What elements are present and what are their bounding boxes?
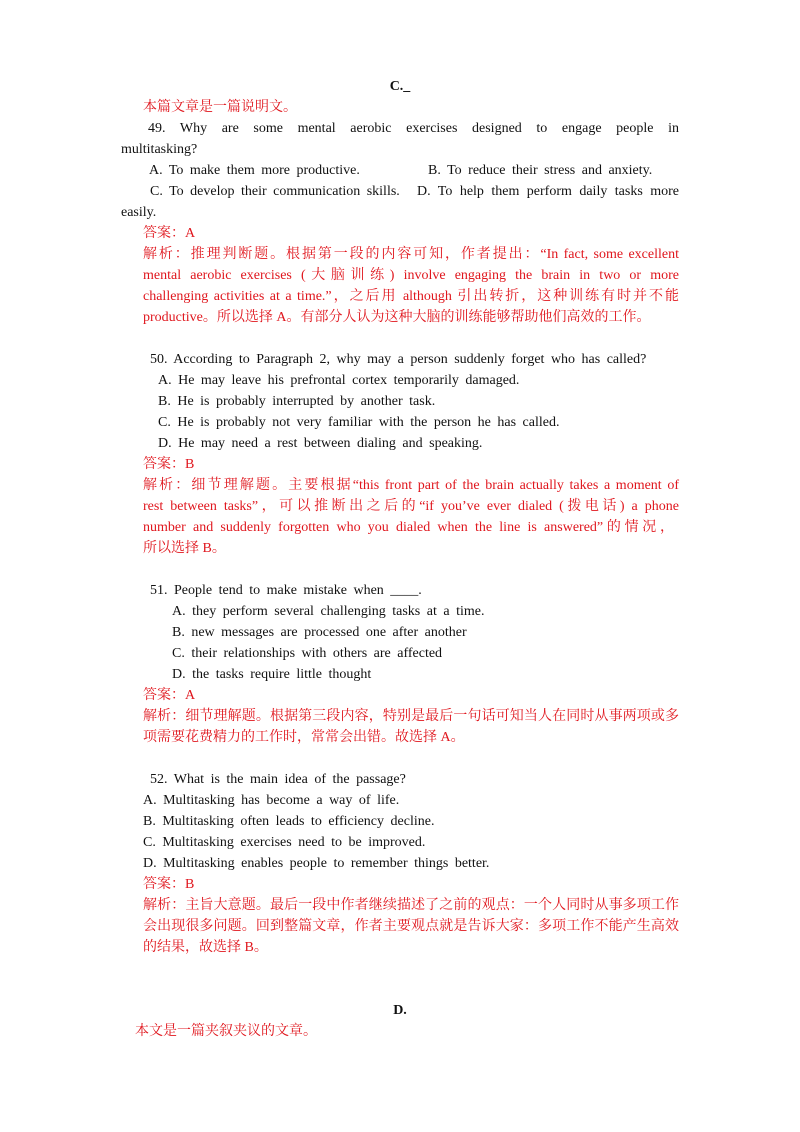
q52-stem: 52. What is the main idea of the passage? [150, 772, 406, 787]
q50-answer: 答案：B [143, 457, 195, 472]
q52-explanation-line: 的结果，故选择 B。 [143, 940, 268, 955]
q49-explanation-line: productive。所以选择 A。有部分人认为这种大脑的训练能够帮助他们高效的工作。 [143, 310, 651, 325]
section-d-title: D. [393, 1003, 407, 1018]
q49-option-d: D. To help them perform daily tasks more [417, 184, 679, 199]
q50-explanation-line: 解析：细节理解题。主要根据“this front part of the brain actually takes a moment of [143, 478, 679, 493]
q49-explanation-line: mental aerobic exercises (大脑训练) involve engaging the brain in two or more [143, 268, 679, 283]
q52-explanation-line: 会出现很多问题。回到整篇文章，作者主要观点就是告诉大家：多项工作不能产生高效 [143, 919, 679, 934]
q52-option: C. Multitasking exercises need to be improved. [143, 835, 426, 850]
q51-explanation-line: 项需要花费精力的工作时，常常会出错。故选择 A。 [143, 730, 465, 745]
q52-answer: 答案：B [143, 877, 195, 892]
section-d-intro: 本文是一篇夹叙夹议的文章。 [135, 1024, 317, 1039]
q49-option-b: B. To reduce their stress and anxiety. [428, 163, 653, 178]
q51-answer: 答案：A [143, 688, 196, 703]
q49-stem-line2: multitasking? [121, 142, 198, 157]
q51-option: D. the tasks require little thought [172, 667, 372, 682]
q49-option-d-cont: easily. [121, 205, 157, 220]
q50-explanation-line: 所以选择 B。 [143, 541, 226, 556]
q49-answer: 答案：A [143, 226, 196, 241]
q49-explanation-line: challenging activities at a time.”，之后用 although 引出转折，这种训练有时并不能 [143, 289, 679, 304]
q51-option: B. new messages are processed one after another [172, 625, 467, 640]
q50-stem: 50. According to Paragraph 2, why may a person suddenly forget who has called? [150, 352, 647, 367]
q52-option: B. Multitasking often leads to efficiency decline. [143, 814, 435, 829]
q51-option: C. their relationships with others are affected [172, 646, 443, 661]
q49-stem-line1: 49. Why are some mental aerobic exercises designed to engage people in [148, 121, 679, 136]
q50-option: B. He is probably interrupted by another task. [158, 394, 436, 409]
q52-explanation-line: 解析：主旨大意题。最后一段中作者继续描述了之前的观点：一个人同时从事多项工作 [143, 898, 679, 913]
q50-option: D. He may need a rest between dialing and speaking. [158, 436, 483, 451]
q52-option: A. Multitasking has become a way of life. [143, 793, 400, 808]
q49-explanation-line: 解析：推理判断题。根据第一段的内容可知，作者提出：“In fact, some excellent [143, 247, 679, 262]
q50-option: C. He is probably not very familiar with the person he has called. [158, 415, 560, 430]
q52-option: D. Multitasking enables people to remember things better. [143, 856, 490, 871]
q49-option-c: C. To develop their communication skills. [150, 184, 400, 199]
section-c-title: C._ [389, 79, 411, 94]
q51-stem: 51. People tend to make mistake when ____. [150, 583, 422, 598]
q51-explanation-line: 解析：细节理解题。根据第三段内容，特别是最后一句话可知当人在同时从事两项或多 [143, 709, 679, 724]
section-c-intro: 本篇文章是一篇说明文。 [143, 100, 297, 115]
q50-option: A. He may leave his prefrontal cortex temporarily damaged. [158, 373, 520, 388]
q50-explanation-line: number and suddenly forgotten who you dialed when the line is answered”的情况， [143, 520, 674, 535]
q50-explanation-line: rest between tasks”，可以推断出之后的“if you’ve ever dialed (拨电话) a phone [143, 499, 679, 514]
q49-option-a: A. To make them more productive. [149, 163, 360, 178]
q51-option: A. they perform several challenging tasks at a time. [172, 604, 485, 619]
